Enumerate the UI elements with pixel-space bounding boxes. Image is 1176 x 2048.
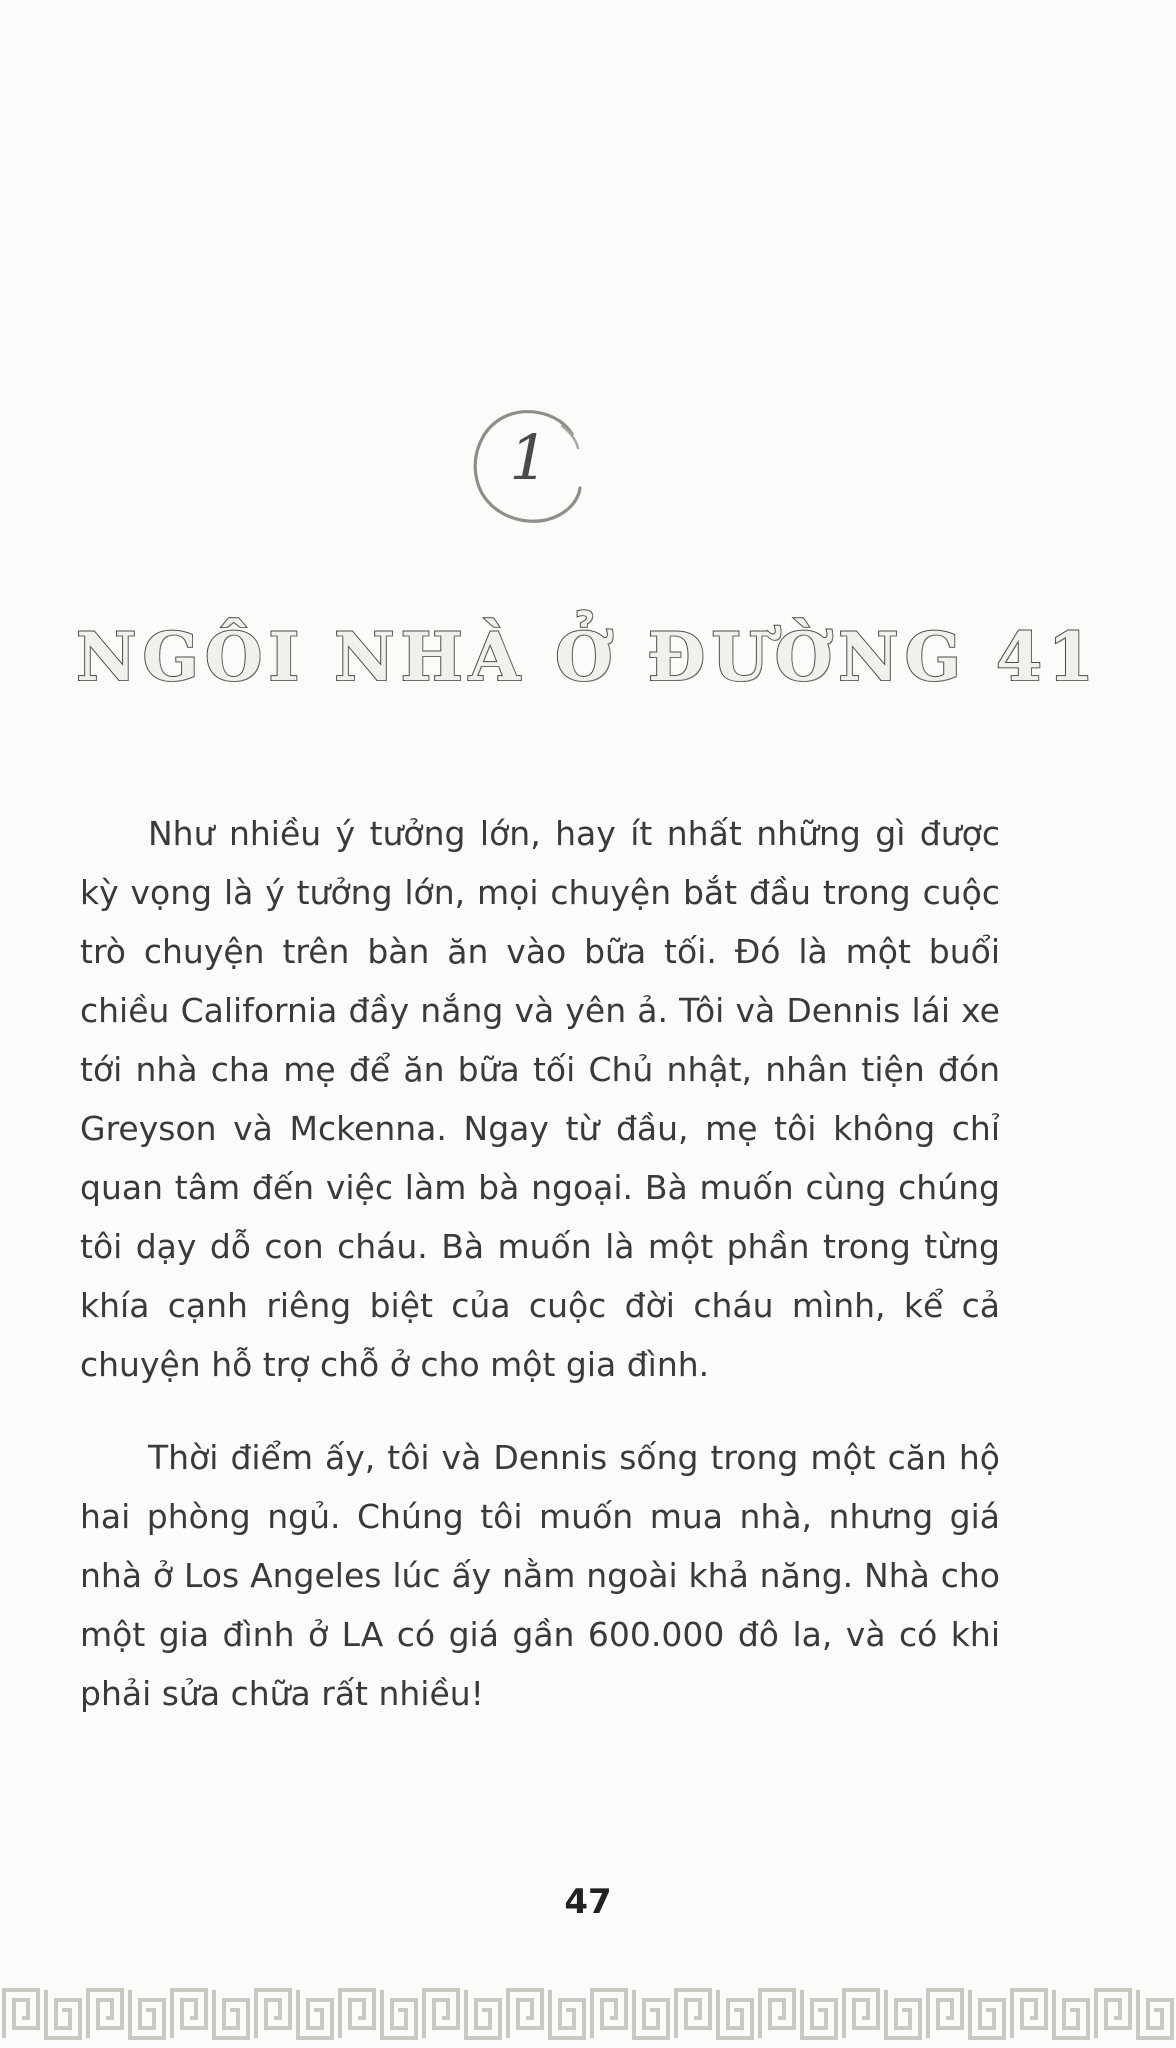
chapter-number: 1: [509, 421, 549, 494]
greek-key-border-icon: [0, 1984, 1176, 2044]
chapter-number-badge: [466, 404, 592, 530]
body-text: [80, 804, 1000, 1723]
paragraph: Thời điểm ấy, tôi và Dennis sống trong một căn hộ hai phòng ngủ. Chúng tôi muốn mua nhà, nhưng giá nhà ở Los Angeles lúc ấy nằm ngoài khả năng. Nhà cho một gia đình ở LA có giá gần 600.000 đô la, và có khi phải sửa chữa rất nhiều!: [80, 1438, 1000, 1713]
page-number: 47: [564, 1882, 612, 1922]
chapter-title: NGÔI NHÀ Ở ĐƯỜNG 41: [76, 618, 1100, 696]
decorative-border: [0, 1980, 1176, 2048]
paragraph: Như nhiều ý tưởng lớn, hay ít nhất những gì được kỳ vọng là ý tưởng lớn, mọi chuyện bắt đầu trong cuộc trò chuyện trên bàn ăn vào bữa tối. Đó là một buổi chiều California đầy nắng và yên ả. Tôi và Dennis lái xe tới nhà cha mẹ để ăn bữa tối Chủ nhật, nhân tiện đón Greyson và Mckenna. Ngay từ đầu, mẹ tôi không chỉ quan tâm đến việc làm bà ngoại. Bà muốn cùng chúng tôi dạy dỗ con cháu. Bà muốn là một phần trong từng khía cạnh riêng biệt của cuộc đời cháu mình, kể cả chuyện hỗ trợ chỗ ở cho một gia đình.: [80, 814, 1000, 1384]
